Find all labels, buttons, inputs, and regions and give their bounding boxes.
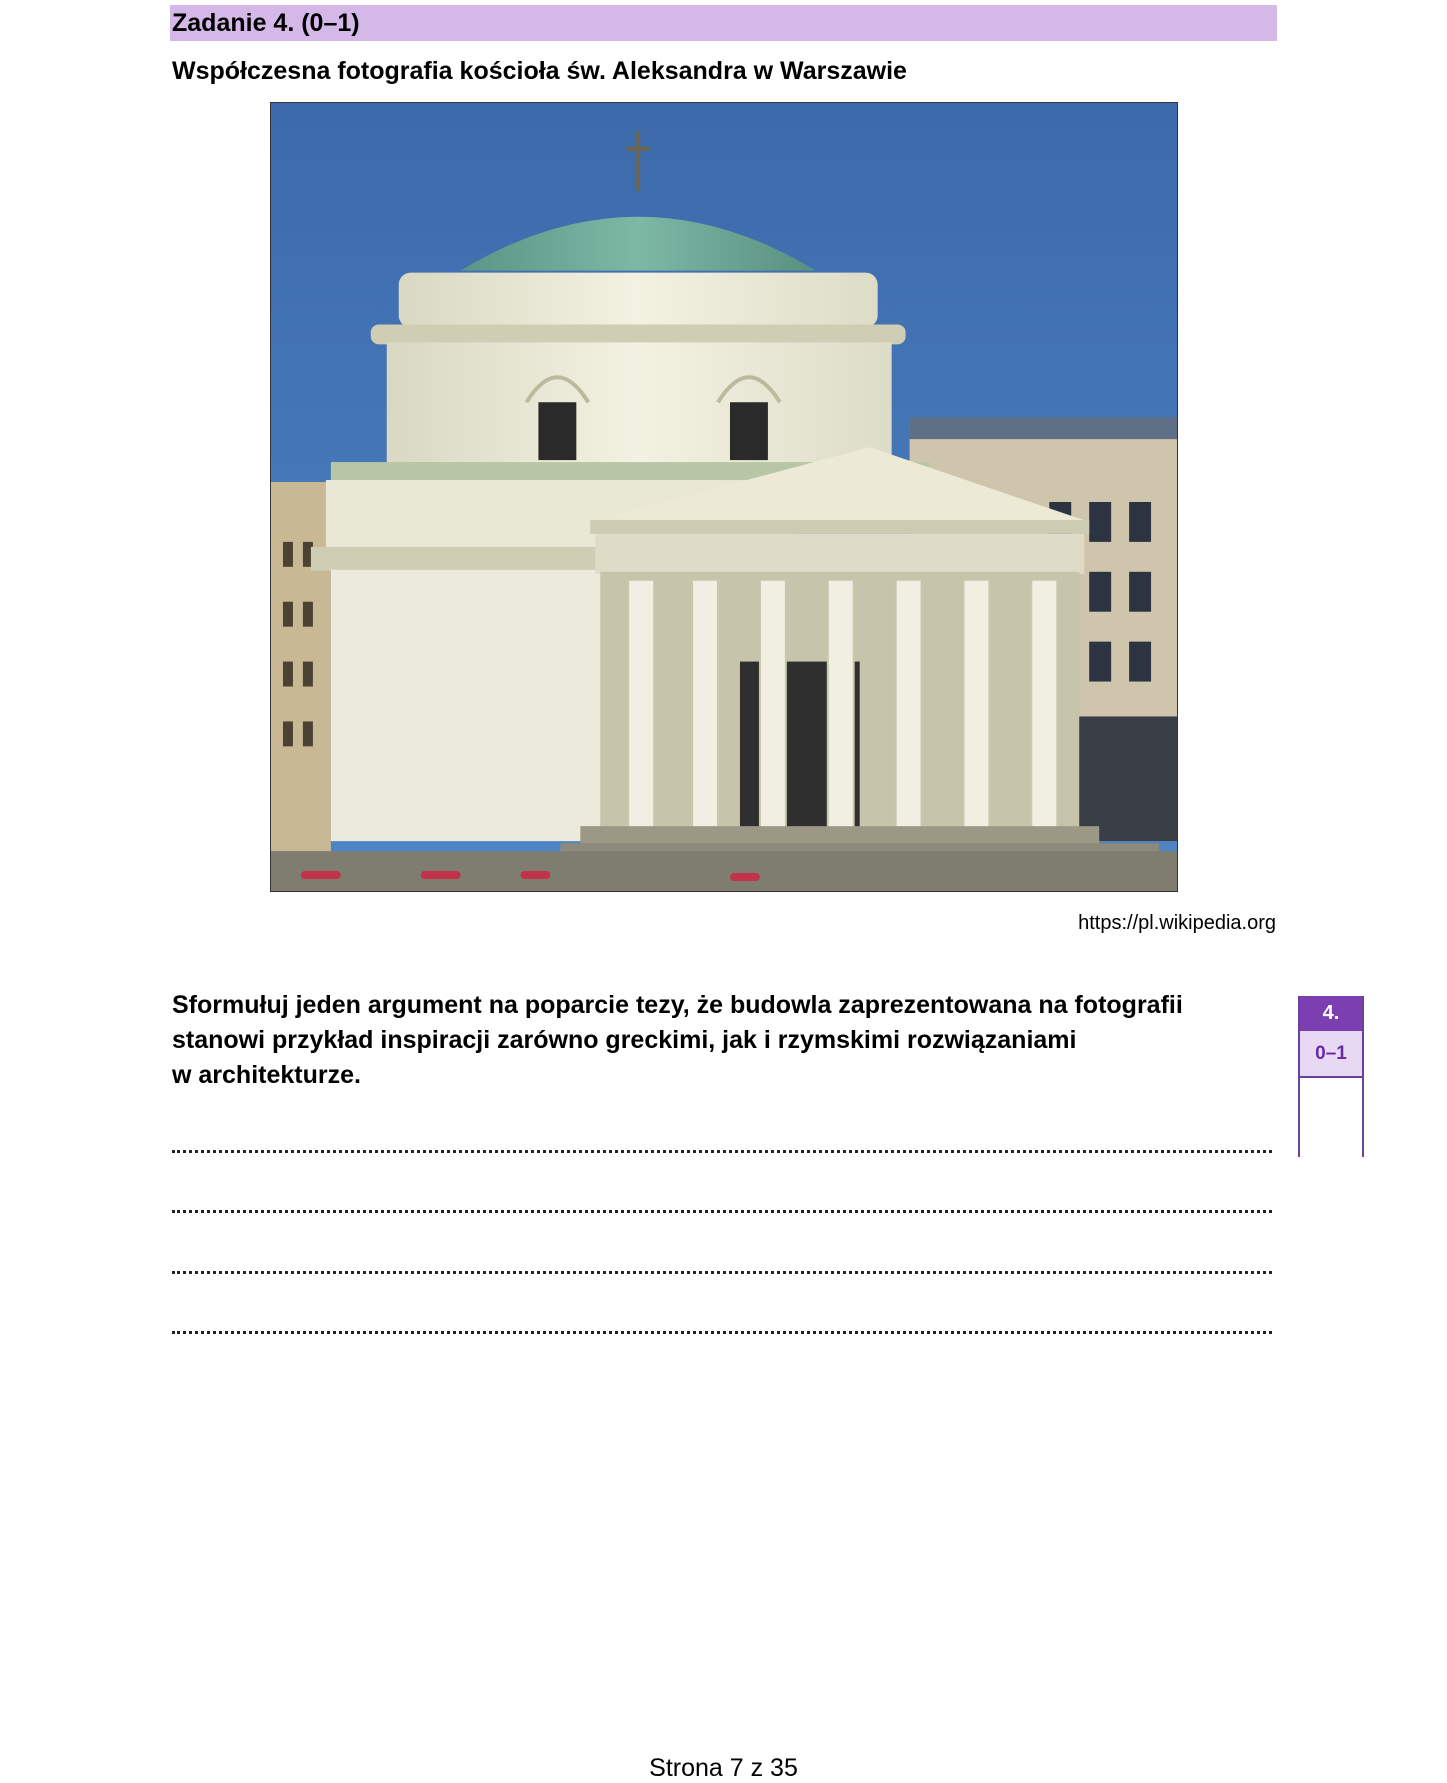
church-photo — [270, 102, 1178, 892]
question-line: stanowi przykład inspiracji zarówno greckimi, jak i rzymskimi rozwiązaniami — [172, 1026, 1077, 1054]
source-title: Współczesna fotografia kościoła św. Aleksandra w Warszawie — [172, 57, 907, 85]
score-box — [1298, 996, 1364, 1157]
question-line: w architekturze. — [172, 1061, 361, 1089]
church-illustration — [271, 103, 1177, 891]
photo-credit: https://pl.wikipedia.org — [1078, 912, 1276, 934]
task-header: Zadanie 4. (0–1) — [170, 5, 1277, 41]
answer-line[interactable] — [172, 1321, 1272, 1334]
answer-line[interactable] — [172, 1200, 1272, 1213]
question-text — [172, 988, 1272, 1093]
answer-line[interactable] — [172, 1261, 1272, 1274]
score-task-number: 4. — [1300, 996, 1362, 1031]
score-points: 0–1 — [1300, 1031, 1362, 1078]
score-entry-field[interactable] — [1300, 1078, 1362, 1157]
answer-line[interactable] — [172, 1140, 1272, 1153]
question-line: Sformułuj jeden argument na poparcie tezy, że budowla zaprezentowana na fotografii — [172, 991, 1183, 1019]
page-number: Strona 7 z 35 — [649, 1754, 798, 1782]
